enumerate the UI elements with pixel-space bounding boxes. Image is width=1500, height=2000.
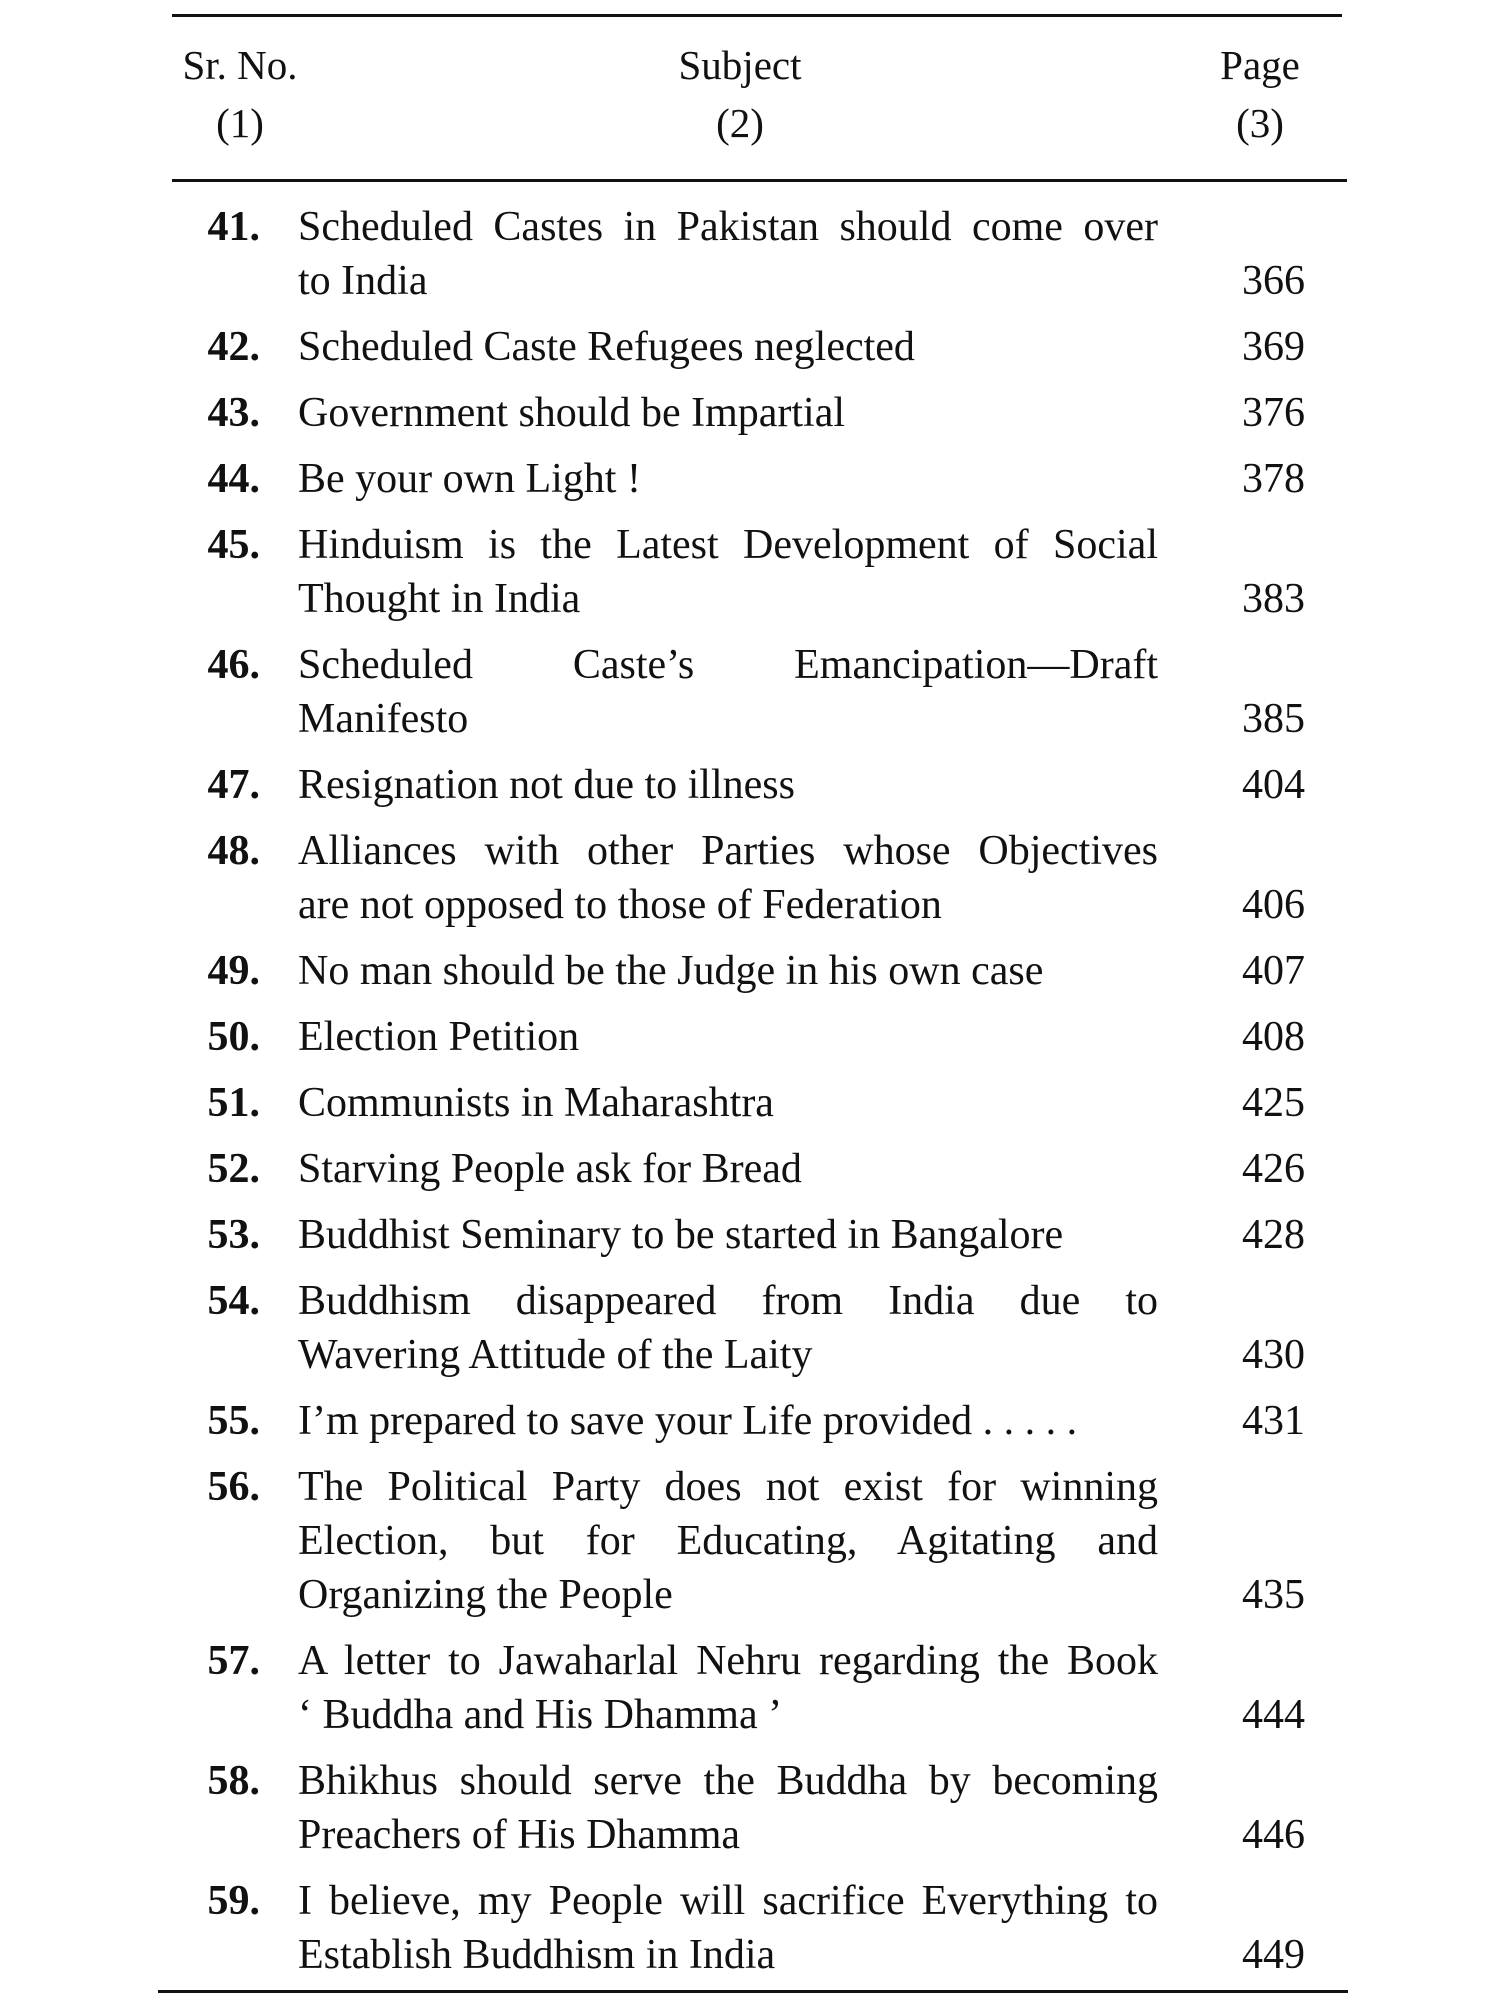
entry-number: 45. [207,522,260,568]
entry-page-number: 406 [1242,882,1305,928]
entry-subject-line: Preachers of His Dhamma [298,1812,741,1858]
entry-subject-line: are not opposed to those of Federation [298,882,942,928]
entry-subject-line: Alliances with other Parties whose Objectives [298,828,1158,874]
entry-number: 41. [207,204,260,250]
entry-number: 56. [207,1464,260,1510]
entry-subject-line: ‘ Buddha and His Dhamma ’ [298,1692,783,1738]
entry-subject [298,944,1158,998]
header-subject [640,36,840,152]
entry-subject [298,386,1158,440]
entry-subject-line: I’m prepared to save your Life provided . . . . . [298,1398,1078,1444]
entry-subject [298,1634,1158,1742]
entry-number: 57. [207,1638,260,1684]
entry-subject [298,1142,1158,1196]
entry-subject-line: Thought in India [298,576,581,622]
entry-page-number: 449 [1242,1932,1305,1978]
entry-subject-line: Buddhist Seminary to be started in Bangalore [298,1212,1064,1258]
entry-number: 51. [207,1080,260,1126]
entry-subject-line: to India [298,258,428,304]
entry-page-number: 444 [1242,1692,1305,1738]
bottom-rule [158,1990,1348,1993]
entry-number: 50. [207,1014,260,1060]
entry-subject-line: Communists in Maharashtra [298,1080,774,1126]
header-sr-no-column-number: (1) [216,100,264,146]
entry-subject-line: Organizing the People [298,1572,673,1618]
top-rule [172,14,1342,17]
header-page-label: Page [1220,42,1300,88]
entry-subject-line: Election Petition [298,1014,580,1060]
entry-page-number: 366 [1242,258,1305,304]
entry-page-number: 407 [1242,948,1305,994]
entry-subject [298,1394,1158,1448]
entry-subject-line: Scheduled Castes in Pakistan should come over [298,204,1158,250]
entry-subject-line: A letter to Jawaharlal Nehru regarding the Book [298,1638,1158,1684]
entry-subject [298,320,1158,374]
header-subject-column-number: (2) [716,100,764,146]
entry-subject-line: Starving People ask for Bread [298,1146,802,1192]
entry-number: 53. [207,1212,260,1258]
entry-number: 48. [207,828,260,874]
header-sr-no [170,36,310,152]
entry-page-number: 408 [1242,1014,1305,1060]
entry-subject-line: Wavering Attitude of the Laity [298,1332,813,1378]
entry-page-number: 383 [1242,576,1305,622]
entry-subject-line: Hinduism is the Latest Development of Social [298,522,1158,568]
entry-number: 52. [207,1146,260,1192]
entry-subject-line: Government should be Impartial [298,390,846,436]
entry-subject [298,638,1158,746]
entry-subject [298,1274,1158,1382]
entry-page-number: 446 [1242,1812,1305,1858]
entry-page-number: 404 [1242,762,1305,808]
entry-subject-line: Scheduled Caste’s Emancipation—Draft [298,642,1158,688]
entry-subject [298,824,1158,932]
entry-subject [298,1874,1158,1982]
entry-subject [298,1076,1158,1130]
entry-number: 46. [207,642,260,688]
entry-number: 43. [207,390,260,436]
entry-number: 42. [207,324,260,370]
entry-number: 44. [207,456,260,502]
entry-subject-line: Buddhism disappeared from India due to [298,1278,1158,1324]
entry-subject [298,518,1158,626]
entry-subject-line: Resignation not due to illness [298,762,795,808]
entry-page-number: 426 [1242,1146,1305,1192]
entry-subject-line: The Political Party does not exist for winning [298,1464,1158,1510]
entry-page-number: 428 [1242,1212,1305,1258]
entry-number: 54. [207,1278,260,1324]
entry-subject [298,1754,1158,1862]
header-subject-label: Subject [678,42,802,88]
entry-number: 58. [207,1758,260,1804]
entry-subject-line: I believe, my People will sacrifice Everything to [298,1878,1158,1924]
entry-subject-line: Election, but for Educating, Agitating and [298,1518,1158,1564]
entry-number: 49. [207,948,260,994]
entry-subject-line: No man should be the Judge in his own case [298,948,1044,994]
entry-subject-line: Establish Buddhism in India [298,1932,776,1978]
entry-page-number: 378 [1242,456,1305,502]
header-page-column-number: (3) [1236,100,1284,146]
entry-subject-line: Be your own Light ! [298,456,641,502]
entry-page-number: 376 [1242,390,1305,436]
entry-page-number: 385 [1242,696,1305,742]
entry-number: 59. [207,1878,260,1924]
entry-subject [298,1010,1158,1064]
header-rule [172,179,1347,182]
entry-subject-line: Scheduled Caste Refugees neglected [298,324,915,370]
header-sr-no-label: Sr. No. [182,42,298,88]
entry-subject [298,758,1158,812]
entry-number: 47. [207,762,260,808]
entry-number: 55. [207,1398,260,1444]
entry-subject [298,1460,1158,1622]
entry-page-number: 425 [1242,1080,1305,1126]
entry-subject [298,1208,1158,1262]
entry-page-number: 430 [1242,1332,1305,1378]
entry-subject-line: Manifesto [298,696,469,742]
entry-subject-line: Bhikhus should serve the Buddha by becoming [298,1758,1158,1804]
entry-subject [298,452,1158,506]
entry-page-number: 431 [1242,1398,1305,1444]
entry-subject [298,200,1158,308]
entry-page-number: 369 [1242,324,1305,370]
header-page [1200,36,1320,152]
entry-page-number: 435 [1242,1572,1305,1618]
